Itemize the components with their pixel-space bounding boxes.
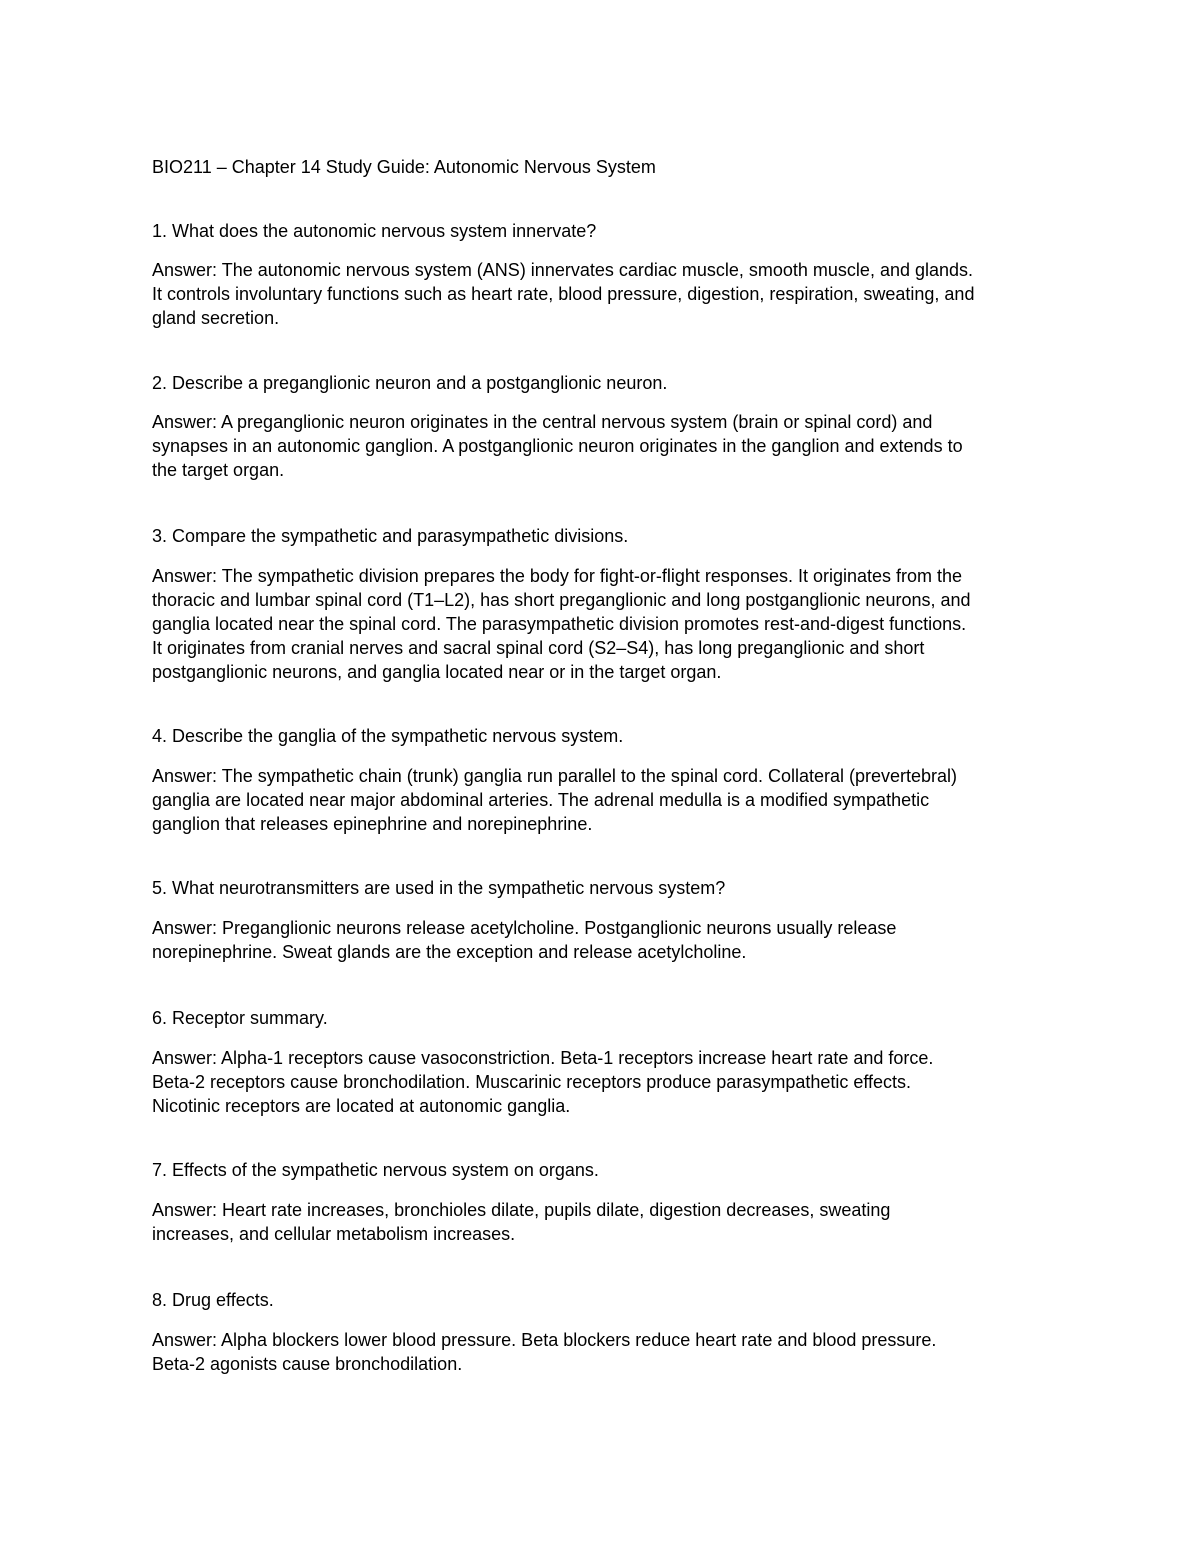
answer-line: Answer: Preganglionic neurons release acetylcholine. Postganglionic neurons usually release: [152, 918, 897, 938]
answer-line: postganglionic neurons, and ganglia located near or in the target organ.: [152, 662, 722, 682]
answer-5: [152, 916, 1052, 964]
document-title: BIO211 – Chapter 14 Study Guide: Autonomic Nervous System: [152, 157, 656, 177]
qa-item-3: [152, 524, 1052, 684]
qa-item-6: [152, 1006, 1052, 1118]
answer-line: Beta-2 receptors cause bronchodilation. Muscarinic receptors produce parasympathetic effects.: [152, 1072, 912, 1092]
answer-line: norepinephrine. Sweat glands are the exception and release acetylcholine.: [152, 942, 747, 962]
question-4: 4. Describe the ganglia of the sympathetic nervous system.: [152, 726, 624, 746]
answer-line: Answer: Heart rate increases, bronchioles dilate, pupils dilate, digestion decreases, sweating: [152, 1200, 891, 1220]
answer-line: ganglia located near the spinal cord. The parasympathetic division promotes rest-and-digest functions.: [152, 614, 967, 634]
answer-1: [152, 258, 1052, 330]
answer-line: Beta-2 agonists cause bronchodilation.: [152, 1354, 463, 1374]
qa-item-2: [152, 371, 1052, 482]
answer-2: [152, 410, 1052, 482]
question-3: 3. Compare the sympathetic and parasympathetic divisions.: [152, 526, 629, 546]
answer-6: [152, 1046, 1052, 1118]
answer-7: [152, 1198, 1052, 1246]
qa-item-1: [152, 219, 1052, 330]
answer-line: gland secretion.: [152, 308, 280, 328]
answer-line: Answer: The sympathetic chain (trunk) ganglia run parallel to the spinal cord. Collateral (prevertebral): [152, 766, 958, 786]
answer-line: Answer: Alpha blockers lower blood pressure. Beta blockers reduce heart rate and blood pressure.: [152, 1330, 937, 1350]
answer-line: It controls involuntary functions such as heart rate, blood pressure, digestion, respiration, sweating, and: [152, 284, 975, 304]
answer-8: [152, 1328, 1052, 1376]
answer-4: [152, 764, 1052, 836]
answer-line: increases, and cellular metabolism increases.: [152, 1224, 516, 1244]
qa-item-4: [152, 724, 1052, 836]
question-7: 7. Effects of the sympathetic nervous system on organs.: [152, 1160, 599, 1180]
question-6: 6. Receptor summary.: [152, 1008, 328, 1028]
answer-line: Nicotinic receptors are located at autonomic ganglia.: [152, 1096, 571, 1116]
answer-line: synapses in an autonomic ganglion. A postganglionic neuron originates in the ganglion and extends to: [152, 436, 963, 456]
question-5: 5. What neurotransmitters are used in the sympathetic nervous system?: [152, 878, 726, 898]
answer-line: the target organ.: [152, 460, 285, 480]
answer-3: [152, 564, 1052, 684]
answer-line: It originates from cranial nerves and sacral spinal cord (S2–S4), has long preganglionic and short: [152, 638, 925, 658]
answer-line: Answer: The autonomic nervous system (ANS) innervates cardiac muscle, smooth muscle, and glands.: [152, 260, 974, 280]
answer-line: ganglion that releases epinephrine and norepinephrine.: [152, 814, 593, 834]
question-8: 8. Drug effects.: [152, 1290, 274, 1310]
document-page: [152, 0, 1052, 1553]
qa-item-8: [152, 1288, 1052, 1376]
qa-item-5: [152, 876, 1052, 964]
answer-line: ganglia are located near major abdominal arteries. The adrenal medulla is a modified sympathetic: [152, 790, 930, 810]
answer-line: Answer: The sympathetic division prepares the body for fight-or-flight responses. It originates from the: [152, 566, 963, 586]
answer-line: Answer: Alpha-1 receptors cause vasoconstriction. Beta-1 receptors increase heart rate and force.: [152, 1048, 934, 1068]
answer-line: thoracic and lumbar spinal cord (T1–L2), has short preganglionic and long postganglionic neurons, and: [152, 590, 971, 610]
answer-line: Answer: A preganglionic neuron originates in the central nervous system (brain or spinal cord) and: [152, 412, 933, 432]
qa-item-7: [152, 1158, 1052, 1246]
question-1: 1. What does the autonomic nervous system innervate?: [152, 221, 597, 241]
question-2: 2. Describe a preganglionic neuron and a postganglionic neuron.: [152, 373, 668, 393]
